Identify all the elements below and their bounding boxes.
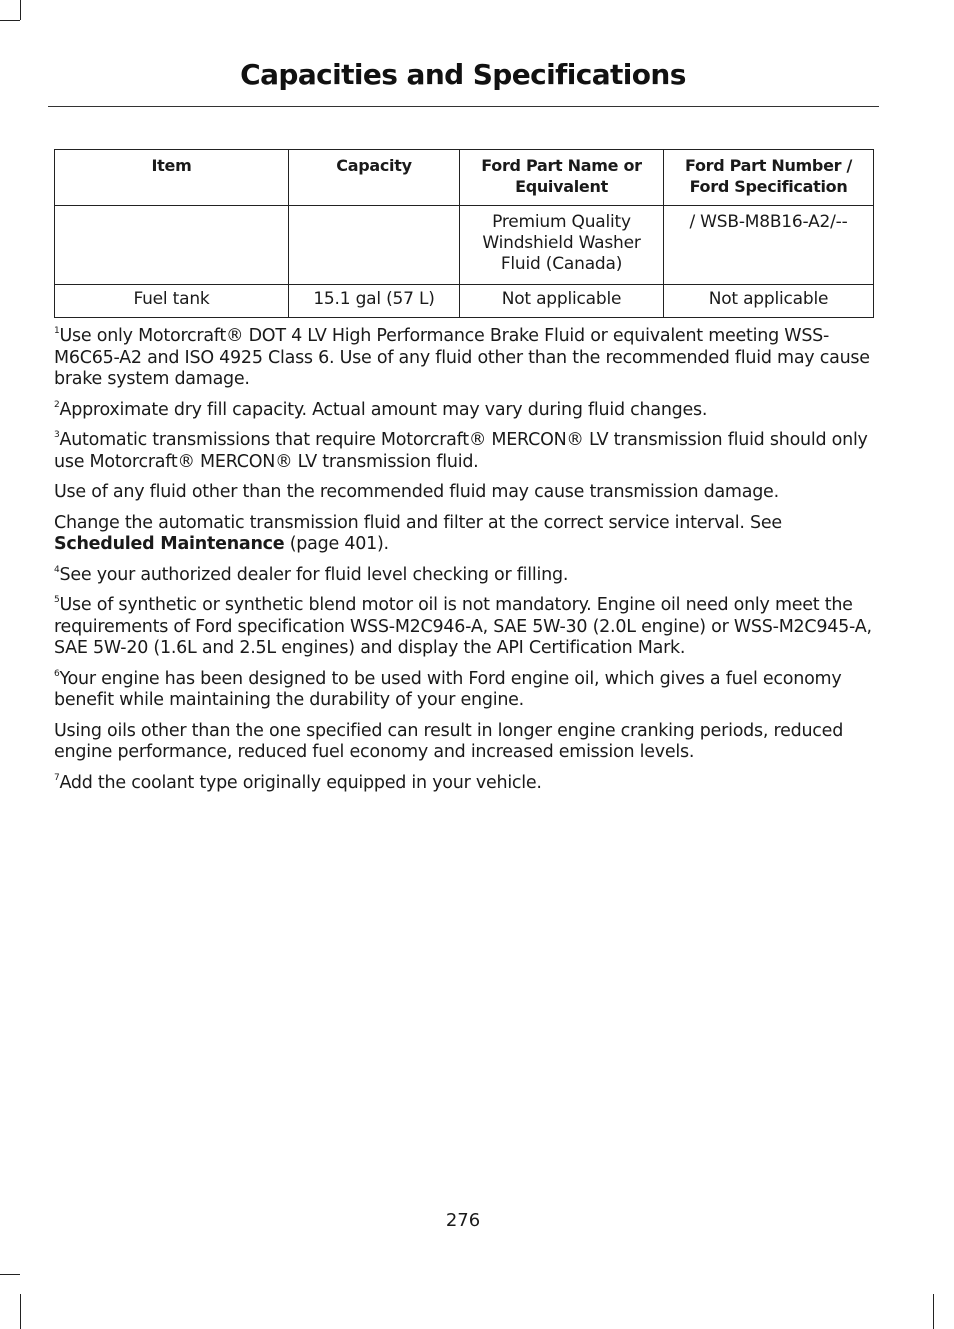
footnote-5	[54, 595, 879, 660]
cell-part-number: / WSB-M8B16-A2/--	[664, 206, 874, 285]
footnote-4	[54, 565, 879, 587]
crop-mark-top-left-horizontal	[0, 20, 20, 21]
header-capacity: Capacity	[289, 150, 460, 206]
crop-mark-bottom-right-vertical	[933, 1294, 934, 1329]
footnote-text: Your engine has been designed to be used with Ford engine oil, which gives a fuel economy benefit while maintaining the durability of your engine.	[54, 668, 842, 710]
header-item: Item	[55, 150, 289, 206]
cell-capacity	[289, 206, 460, 285]
note-text: Using oils other than the one specified can result in longer engine cranking periods, reduced engine performance, reduced fuel economy and increased emission levels.	[54, 720, 844, 762]
footnote-marker: 1	[54, 326, 60, 336]
note-paragraph	[54, 513, 879, 556]
footnote-7	[54, 773, 879, 795]
cell-item	[55, 206, 289, 285]
footnote-marker: 5	[54, 595, 60, 605]
footnote-text: Use only Motorcraft® DOT 4 LV High Performance Brake Fluid or equivalent meeting WSS-M6C65-A2 and ISO 4925 Class 6. Use of any fluid other than the recommended fluid may cause brake system damage.	[54, 326, 870, 389]
note-text-after: (page 401).	[284, 534, 389, 554]
footnotes	[54, 326, 879, 803]
footnote-text: Automatic transmissions that require Motorcraft® MERCON® LV transmission fluid should only use Motorcraft® MERCON® LV transmission fluid.	[54, 430, 868, 472]
crop-mark-bottom-left-vertical	[20, 1294, 21, 1329]
table-row	[55, 206, 874, 285]
footnote-marker: 2	[54, 399, 60, 410]
page-title: Capacities and Specifications	[240, 58, 686, 91]
footnote-marker: 6	[54, 668, 60, 679]
footnote-3	[54, 430, 879, 473]
footnote-text: Add the coolant type originally equipped in your vehicle.	[59, 772, 542, 793]
crop-mark-top-left-vertical	[20, 0, 21, 20]
table-header-row	[55, 150, 874, 206]
cell-part-number: Not applicable	[664, 285, 874, 318]
crop-mark-bottom-left-horizontal	[0, 1274, 20, 1275]
footnote-text: See your authorized dealer for fluid level checking or filling.	[59, 564, 569, 585]
capacities-table	[54, 149, 874, 318]
header-part-number: Ford Part Number / Ford Specification	[664, 150, 874, 206]
footnote-1	[54, 326, 879, 391]
title-divider	[48, 106, 879, 107]
note-text: Use of any fluid other than the recommended fluid may cause transmission damage.	[54, 482, 779, 502]
table-row	[55, 285, 874, 318]
page-number: 276	[445, 1210, 481, 1231]
cell-capacity: 15.1 gal (57 L)	[289, 285, 460, 318]
footnote-marker: 4	[54, 564, 60, 575]
footnote-text: Approximate dry fill capacity. Actual amount may vary during fluid changes.	[59, 399, 708, 420]
scheduled-maintenance-link[interactable]: Scheduled Maintenance	[54, 534, 285, 554]
footnote-2	[54, 400, 879, 422]
header-part-name: Ford Part Name or Equivalent	[460, 150, 664, 206]
cell-part-name: Premium Quality Windshield Washer Fluid (Canada)	[460, 206, 664, 285]
footnote-marker: 3	[54, 430, 60, 440]
footnote-marker: 7	[54, 772, 60, 783]
note-paragraph	[54, 721, 879, 764]
footnote-text: Use of synthetic or synthetic blend motor oil is not mandatory. Engine oil need only meet the requirements of Ford specification WSS-M2C946-A, SAE 5W-30 (2.0L engine) or WSS-M2C945-A, SAE 5W-20 (1.6L and 2.5L engines) and display the API Certification Mark.	[54, 595, 872, 658]
note-text: Change the automatic transmission fluid and filter at the correct service interval. See	[54, 512, 782, 533]
cell-part-name: Not applicable	[460, 285, 664, 318]
note-paragraph	[54, 482, 879, 504]
cell-item: Fuel tank	[55, 285, 289, 318]
footnote-6	[54, 669, 879, 712]
